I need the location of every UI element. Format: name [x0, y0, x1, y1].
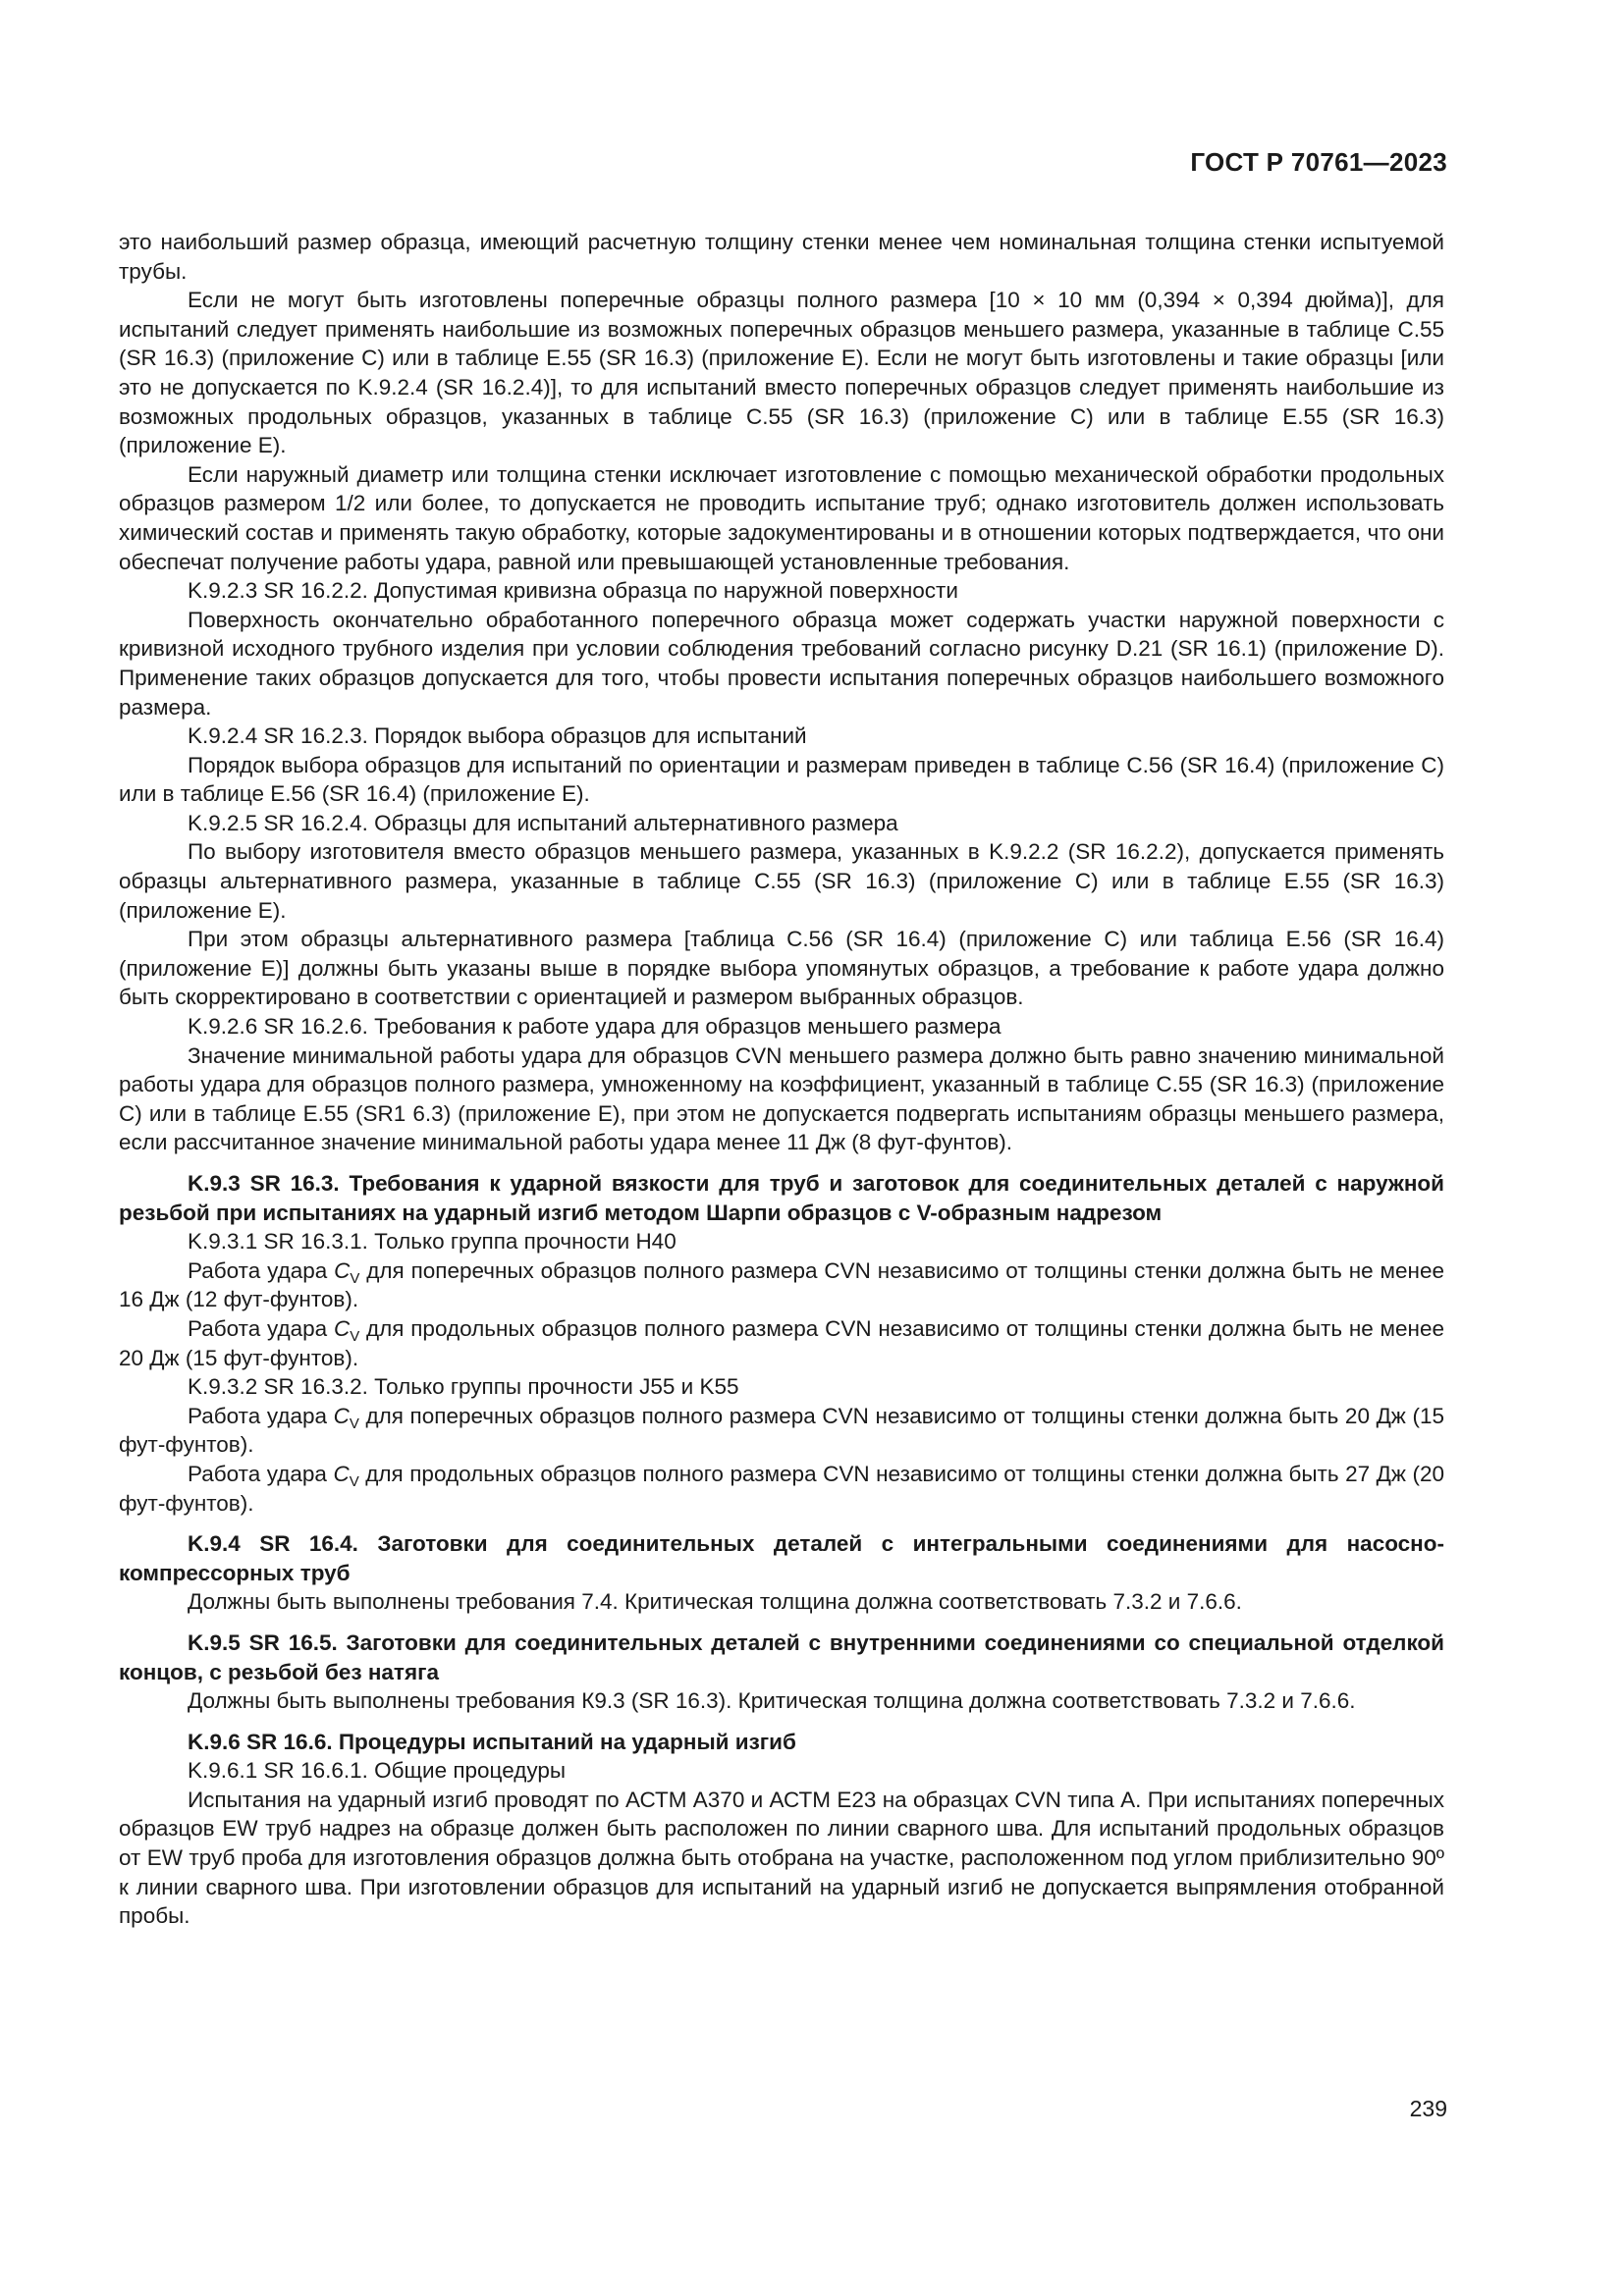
clause-heading: K.9.2.3 SR 16.2.2. Допустимая кривизна образца по наружной поверхности: [188, 578, 958, 604]
cv-text: для продольных образцов полного размера CVN независимо от толщины стенки должна быть 27 Дж (20 фут-фунтов).: [119, 1461, 1444, 1516]
clause-heading: K.9.2.5 SR 16.2.4. Образцы для испытаний альтернативного размера: [188, 810, 898, 835]
paragraph-cv: [119, 1402, 1444, 1460]
clause-heading: K.9.2.4 SR 16.2.3. Порядок выбора образцов для испытаний: [188, 723, 807, 749]
cv-symbol: C: [333, 1461, 350, 1486]
section-heading: K.9.4 SR 16.4. Заготовки для соединительных деталей с интегральными соединениями для насосно-компрессорных труб: [119, 1531, 1444, 1585]
document-header: ГОСТ Р 70761—2023: [1190, 147, 1447, 177]
clause-heading: K.9.3.2 SR 16.3.2. Только группы прочности J55 и K55: [188, 1374, 739, 1400]
paragraph: При этом образцы альтернативного размера [таблица С.56 (SR 16.4) (приложение С) или таблица Е.56 (SR 16.4) (приложение Е)] должны быть указаны выше в порядке выбора упомянутых образцов, а требование к работе удара должно быть скорректировано в соответствии с ориентацией и размером выбранных образцов.: [119, 927, 1444, 1010]
cv-prefix: Работа удара: [188, 1403, 328, 1428]
cv-subscript: V: [349, 1472, 359, 1490]
paragraph: Поверхность окончательно обработанного поперечного образца может содержать участки наружной поверхности с кривизной исходного трубного изделия при условии соблюдения требований согласно рисунку D.21 (SR 16.1) (приложение D). Применение таких образцов допускается для того, чтобы провести испытания поперечных образцов наибольшего возможного размера.: [119, 607, 1444, 720]
cv-subscript: V: [350, 1269, 360, 1287]
cv-symbol: C: [333, 1403, 350, 1428]
paragraph: Значение минимальной работы удара для образцов CVN меньшего размера должно быть равно значению минимальной работы удара для образцов полного размера, умноженному на коэффициент, указанный в таблице С.55 (SR 16.3) (приложение С) или в таблице Е.55 (SR1 6.3) (приложение Е), при этом не допускается подвергать испытаниям образцы меньшего размера, если рассчитанное значение минимальной работы удара менее 11 Дж (8 фут-фунтов).: [119, 1042, 1444, 1155]
paragraph: Если наружный диаметр или толщина стенки исключает изготовление с помощью механической обработки продольных образцов размером 1/2 или более, то допускается не проводить испытание труб; однако изготовитель должен использовать химический состав и применять такую обработку, которые задокументированы и в отношении которых подтверждается, что они обеспечат получение работы удара, равной или превышающей установленные требования.: [119, 461, 1444, 574]
paragraph: это наибольший размер образца, имеющий расчетную толщину стенки менее чем номинальная толщина стенки испытуемой трубы.: [119, 230, 1444, 284]
section-heading: K.9.5 SR 16.5. Заготовки для соединительных деталей с внутренними соединениями со специальной отделкой концов, с резьбой без натяга: [119, 1629, 1444, 1684]
cv-subscript: V: [350, 1327, 360, 1345]
cv-symbol: C: [333, 1315, 351, 1341]
cv-text: для поперечных образцов полного размера CVN независимо от толщины стенки должна быть 20 Дж (15 фут-фунтов).: [119, 1403, 1444, 1458]
paragraph: По выбору изготовителя вместо образцов меньшего размера, указанных в K.9.2.2 (SR 16.2.2), допускается применять образцы альтернативного размера, указанные в таблице С.55 (SR 16.3) (приложение С) или в таблице Е.55 (SR 16.3) (приложение Е).: [119, 839, 1444, 923]
paragraph: Испытания на ударный изгиб проводят по АСТМ А370 и АСТМ Е23 на образцах CVN типа А. При испытаниях поперечных образцов EW труб надрез на образце должен быть расположен по линии сварного шва. Для испытаний продольных образцов от EW труб проба для изготовления образцов должна быть отобрана на участке, расположенном под углом приблизительно 90º к линии сварного шва. При изготовлении образцов для испытаний на ударный изгиб не допускается выпрямления отобранной пробы.: [119, 1787, 1444, 1929]
cv-prefix: Работа удара: [188, 1315, 328, 1341]
cv-symbol: C: [334, 1257, 351, 1283]
cv-text: для поперечных образцов полного размера CVN независимо от толщины стенки должна быть не менее 16 Дж (12 фут-фунтов).: [119, 1257, 1444, 1312]
page-number: 239: [1409, 2096, 1447, 2121]
clause-heading: K.9.3.1 SR 16.3.1. Только группа прочности Н40: [188, 1229, 677, 1255]
clause-heading: K.9.6.1 SR 16.6.1. Общие процедуры: [188, 1758, 567, 1784]
cv-text: для продольных образцов полного размера CVN независимо от толщины стенки должна быть не менее 20 Дж (15 фут-фунтов).: [119, 1315, 1444, 1370]
page-body: [119, 228, 1444, 1931]
paragraph: Порядок выбора образцов для испытаний по ориентации и размерам приведен в таблице С.56 (SR 16.4) (приложение С) или в таблице Е.56 (SR 16.4) (приложение Е).: [119, 752, 1444, 807]
section-heading: K.9.3 SR 16.3. Требования к ударной вязкости для труб и заготовок для соединительных деталей с наружной резьбой при испытаниях на ударный изгиб методом Шарпи образцов с V-образным надрезом: [119, 1171, 1444, 1225]
section-heading: K.9.6 SR 16.6. Процедуры испытаний на ударный изгиб: [188, 1729, 796, 1754]
paragraph: Должны быть выполнены требования К9.3 (SR 16.3). Критическая толщина должна соответствовать 7.3.2 и 7.6.6.: [188, 1688, 1356, 1714]
paragraph: Должны быть выполнены требования 7.4. Критическая толщина должна соответствовать 7.3.2 и 7.6.6.: [188, 1589, 1242, 1615]
clause-heading: K.9.2.6 SR 16.2.6. Требования к работе удара для образцов меньшего размера: [188, 1014, 1001, 1040]
paragraph: Если не могут быть изготовлены поперечные образцы полного размера [10 × 10 мм (0,394 × 0,394 дюйма)], для испытаний следует применять наибольшие из возможных поперечных образцов меньшего размера, указанные в таблице С.55 (SR 16.3) (приложение С) или в таблице Е.55 (SR 16.3) (приложение Е). Если не могут быть изготовлены и такие образцы [или это не допускается по K.9.2.4 (SR 16.2.4)], то для испытаний вместо поперечных образцов следует применять наибольшие из возможных продольных образцов, указанных в таблице С.55 (SR 16.3) (приложение С) или в таблице Е.55 (SR 16.3) (приложение Е).: [119, 288, 1444, 458]
paragraph-cv: [119, 1256, 1444, 1314]
cv-prefix: Работа удара: [188, 1257, 328, 1283]
paragraph-cv: [119, 1314, 1444, 1372]
cv-prefix: Работа удара: [188, 1461, 327, 1486]
paragraph-cv: [119, 1460, 1444, 1518]
cv-subscript: V: [349, 1415, 359, 1432]
